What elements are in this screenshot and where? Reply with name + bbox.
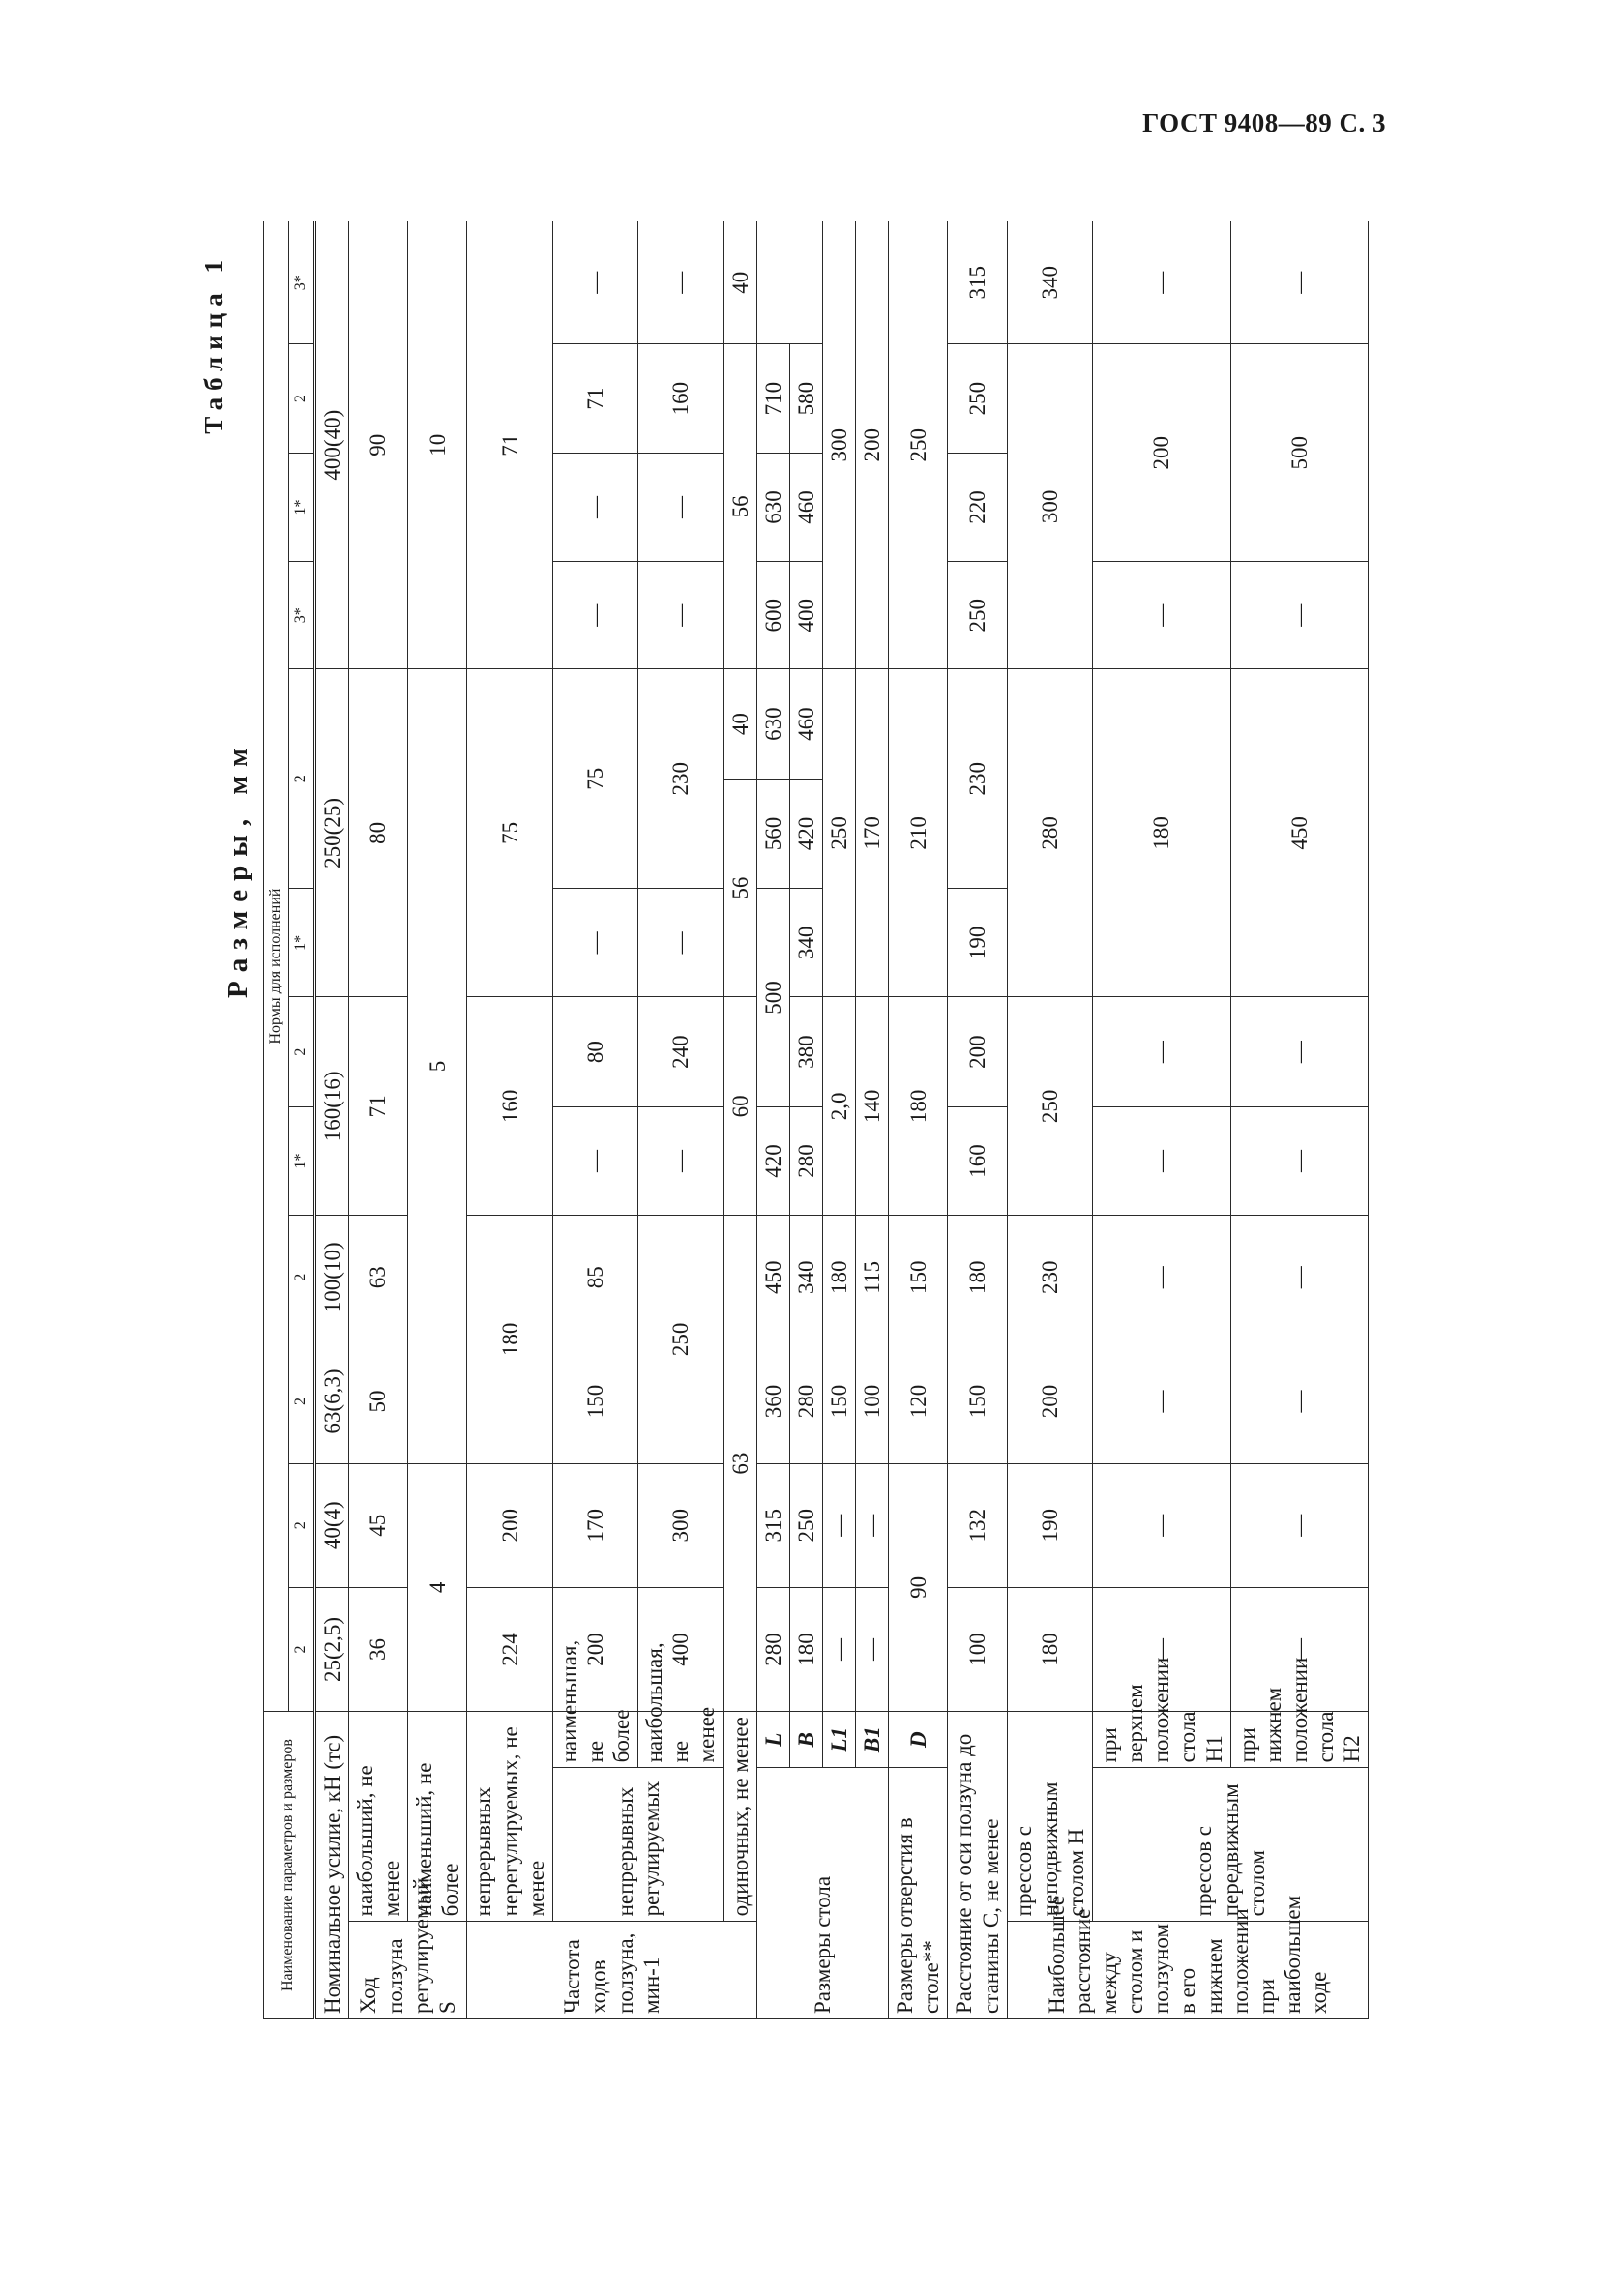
row-freq-highest	[638, 221, 723, 2019]
value-cell: 250	[948, 344, 1007, 453]
value-cell: 300	[1007, 344, 1092, 669]
header-row-1	[264, 221, 289, 2019]
value-cell: 380	[789, 997, 822, 1106]
value-cell: —	[1093, 1106, 1231, 1215]
value-cell: 224	[467, 1587, 552, 1711]
value-cell: —	[552, 221, 637, 344]
value-cell: 180	[789, 1587, 822, 1711]
value-cell: 60	[723, 997, 756, 1216]
value-cell: 40	[723, 669, 756, 779]
value-cell: 190	[948, 889, 1007, 997]
value-cell: —	[822, 1587, 855, 1711]
variant-cell: 3*	[288, 221, 314, 344]
spec-table	[263, 221, 1369, 2019]
value-cell: 71	[467, 221, 552, 669]
row-freq-nonreg	[467, 221, 552, 2019]
value-cell: 100	[948, 1587, 1007, 1711]
param-name-header: Наименование параметров и размеров	[264, 1712, 315, 2019]
value-cell: 45	[348, 1463, 407, 1587]
value-cell: 63(6,3)	[314, 1339, 348, 1463]
row-stroke-min	[408, 221, 467, 2019]
value-cell: —	[552, 562, 637, 669]
variant-cell: 1*	[288, 453, 314, 561]
freq-single-label: одиночных, не менее	[723, 1712, 756, 1922]
value-cell: 280	[789, 1106, 822, 1215]
value-cell: 150	[889, 1216, 948, 1339]
variant-cell: 1*	[288, 889, 314, 997]
value-cell: 36	[348, 1587, 407, 1711]
page-header: ГОСТ 9408—89 С. 3	[1142, 108, 1386, 137]
value-cell: 71	[552, 344, 637, 453]
maxdist-label: Наибольшее расстояние между столом и ползуном в его нижнем положении при наибольшем ходе	[1007, 1922, 1369, 2019]
value-cell: 75	[467, 669, 552, 997]
freq-label: Частота ходов ползуна, мин-1	[467, 1922, 756, 2019]
value-cell: 56	[723, 779, 756, 997]
dim-B1-label: B1	[856, 1712, 889, 1768]
value-cell: 280	[789, 1339, 822, 1463]
value-cell: 500	[1230, 344, 1369, 562]
variant-cell: 2	[288, 1339, 314, 1463]
freq-lowest-label: наименьшая, не более	[552, 1712, 637, 1768]
stroke-label: Ход ползуна регулируемый S	[348, 1922, 467, 2019]
value-cell: —	[1230, 1587, 1369, 1711]
value-cell: 710	[756, 344, 789, 453]
freq-nonreg-label: непрерывных нерегулируемых, не менее	[467, 1712, 552, 1922]
row-fixed-table	[1007, 221, 1092, 2019]
value-cell: 315	[948, 221, 1007, 344]
value-cell: 50	[348, 1339, 407, 1463]
value-cell: 200	[856, 221, 889, 669]
row-table-L1	[822, 221, 855, 2019]
upper-label: при верхнем положении стола H1	[1093, 1712, 1231, 1768]
value-cell: —	[1230, 997, 1369, 1106]
norms-header: Нормы для исполнений	[264, 221, 289, 1712]
value-cell: 200	[467, 1463, 552, 1587]
value-cell: 180	[467, 1216, 552, 1463]
value-cell: 450	[756, 1216, 789, 1339]
value-cell: —	[552, 453, 637, 561]
value-cell: —	[1093, 1339, 1231, 1463]
dim-B-label: B	[789, 1712, 822, 1768]
value-cell: 230	[638, 669, 723, 889]
value-cell: 115	[856, 1216, 889, 1339]
value-cell: —	[1230, 1339, 1369, 1463]
row-distance-c	[948, 221, 1007, 2019]
value-cell: 160	[467, 997, 552, 1216]
value-cell: 315	[756, 1463, 789, 1587]
value-cell: 240	[638, 997, 723, 1106]
value-cell: —	[856, 1587, 889, 1711]
value-cell: 420	[756, 1106, 789, 1215]
row-table-B1	[856, 221, 889, 2019]
value-cell: 580	[789, 344, 822, 453]
value-cell: 10	[408, 221, 467, 669]
value-cell: 5	[408, 669, 467, 1463]
value-cell: —	[638, 453, 723, 561]
value-cell: 100	[856, 1339, 889, 1463]
movable-label: прессов с передвижным столом	[1093, 1768, 1369, 1922]
value-cell: 80	[552, 997, 637, 1106]
value-cell: 460	[789, 453, 822, 561]
value-cell: 200	[552, 1587, 637, 1711]
stroke-max-label: наибольший, не менее	[348, 1712, 407, 1922]
value-cell: 280	[1007, 669, 1092, 997]
value-cell: 300	[638, 1463, 723, 1587]
value-cell: 170	[552, 1463, 637, 1587]
value-cell: 250	[889, 221, 948, 669]
value-cell: 150	[552, 1339, 637, 1463]
value-cell: 400	[789, 562, 822, 669]
value-cell: —	[552, 889, 637, 997]
value-cell: 230	[1007, 1216, 1092, 1339]
freq-reg-label: непрерывных регулируемых	[552, 1768, 723, 1922]
value-cell: 360	[756, 1339, 789, 1463]
dim-L-label: L	[756, 1712, 789, 1768]
value-cell: 71	[348, 997, 407, 1216]
value-cell: —	[638, 889, 723, 997]
row-force	[314, 221, 348, 2019]
value-cell: 132	[948, 1463, 1007, 1587]
value-cell: 56	[723, 344, 756, 669]
rotated-page-content	[193, 221, 1365, 2019]
value-cell: —	[1230, 1106, 1369, 1215]
value-cell: 250	[822, 669, 855, 997]
value-cell: 150	[948, 1339, 1007, 1463]
value-cell: —	[1230, 1216, 1369, 1339]
force-label: Номинальное усилие, кН (тс)	[314, 1712, 348, 2019]
lower-label: при нижнем положении стола H2	[1230, 1712, 1369, 1768]
value-cell: 280	[756, 1587, 789, 1711]
value-cell: 420	[789, 779, 822, 888]
value-cell: 220	[948, 453, 1007, 561]
row-movable-upper	[1093, 221, 1231, 2019]
variant-cell: 2	[288, 669, 314, 889]
value-cell: 120	[889, 1339, 948, 1463]
row-freq-lowest	[552, 221, 637, 2019]
value-cell: 230	[948, 669, 1007, 889]
stroke-min-label: наименьший, не более	[408, 1712, 467, 1922]
value-cell: 140	[856, 997, 889, 1216]
value-cell: 600	[756, 562, 789, 669]
row-movable-lower	[1230, 221, 1369, 2019]
value-cell: —	[1093, 1587, 1231, 1711]
value-cell: —	[822, 1463, 855, 1587]
value-cell: 180	[1007, 1587, 1092, 1711]
freq-highest-label: наибольшая, не менее	[638, 1712, 723, 1768]
value-cell: 40	[723, 221, 756, 344]
value-cell: 160	[948, 1106, 1007, 1215]
variant-cell: 2	[288, 1587, 314, 1711]
value-cell: 250(25)	[314, 669, 348, 997]
value-cell: 190	[1007, 1463, 1092, 1587]
value-cell: 200	[1093, 344, 1231, 562]
value-cell: 150	[822, 1339, 855, 1463]
variant-cell: 3*	[288, 562, 314, 669]
value-cell: 180	[948, 1216, 1007, 1339]
value-cell: —	[1093, 221, 1231, 344]
value-cell: 560	[756, 779, 789, 888]
variant-cell: 2	[288, 1463, 314, 1587]
row-table-L	[756, 221, 789, 2019]
value-cell: —	[552, 1106, 637, 1215]
value-cell: 100(10)	[314, 1216, 348, 1339]
variant-cell: 2	[288, 997, 314, 1106]
value-cell: —	[1230, 1463, 1369, 1587]
value-cell: 300	[822, 221, 855, 669]
value-cell: 250	[789, 1463, 822, 1587]
distc-label: Расстояние от оси ползуна до станины C, не менее	[948, 1712, 1007, 2019]
value-cell: 500	[756, 889, 789, 1107]
value-cell: 40(4)	[314, 1463, 348, 1587]
value-cell: 63	[723, 1216, 756, 1712]
value-cell: 2,0	[822, 997, 855, 1216]
dim-D-label: D	[889, 1712, 948, 1768]
value-cell: 160(16)	[314, 997, 348, 1216]
variant-cell: 2	[288, 1216, 314, 1339]
table-caption: Таблица 1	[199, 253, 228, 434]
value-cell: 180	[1093, 669, 1231, 997]
value-cell: 85	[552, 1216, 637, 1339]
value-cell: 80	[348, 669, 407, 997]
value-cell: 340	[789, 889, 822, 997]
value-cell: 250	[1007, 997, 1092, 1216]
value-cell: 180	[889, 997, 948, 1216]
value-cell: 170	[856, 669, 889, 997]
fixed-label: прессов с неподвижным столом H	[1007, 1712, 1092, 1922]
dim-L1-label: L1	[822, 1712, 855, 1768]
sizes-caption: Размеры, мм	[222, 739, 253, 998]
value-cell: 200	[948, 997, 1007, 1106]
value-cell: 250	[948, 562, 1007, 669]
value-cell: 450	[1230, 669, 1369, 997]
value-cell: —	[1093, 1216, 1231, 1339]
value-cell: 63	[348, 1216, 407, 1339]
value-cell: 4	[408, 1463, 467, 1711]
value-cell: —	[1093, 997, 1231, 1106]
row-freq-single	[723, 221, 756, 2019]
value-cell: 630	[756, 453, 789, 561]
table-sizes-label: Размеры стола	[756, 1768, 889, 2019]
value-cell: —	[1230, 562, 1369, 669]
row-hole-D	[889, 221, 948, 2019]
value-cell: 210	[889, 669, 948, 997]
value-cell: 90	[889, 1463, 948, 1711]
value-cell: —	[638, 221, 723, 344]
value-cell: 75	[552, 669, 637, 889]
value-cell: 200	[1007, 1339, 1092, 1463]
value-cell: —	[1093, 562, 1231, 669]
value-cell: —	[638, 562, 723, 669]
variant-cell: 2	[288, 344, 314, 453]
value-cell: —	[638, 1106, 723, 1215]
value-cell: 400(40)	[314, 221, 348, 669]
value-cell: 180	[822, 1216, 855, 1339]
value-cell: 90	[348, 221, 407, 669]
value-cell: 25(2,5)	[314, 1587, 348, 1711]
value-cell: 630	[756, 669, 789, 779]
row-stroke-max	[348, 221, 407, 2019]
value-cell: 460	[789, 669, 822, 779]
value-cell: —	[1230, 221, 1369, 344]
value-cell: 340	[1007, 221, 1092, 344]
value-cell: 340	[789, 1216, 822, 1339]
value-cell: 160	[638, 344, 723, 453]
value-cell: 400	[638, 1587, 723, 1711]
variant-cell: 1*	[288, 1106, 314, 1215]
row-table-B	[789, 221, 822, 2019]
value-cell: 250	[638, 1216, 723, 1463]
hole-label: Размеры отверстия в столе**	[889, 1768, 948, 2019]
value-cell: —	[1093, 1463, 1231, 1587]
value-cell: —	[856, 1463, 889, 1587]
